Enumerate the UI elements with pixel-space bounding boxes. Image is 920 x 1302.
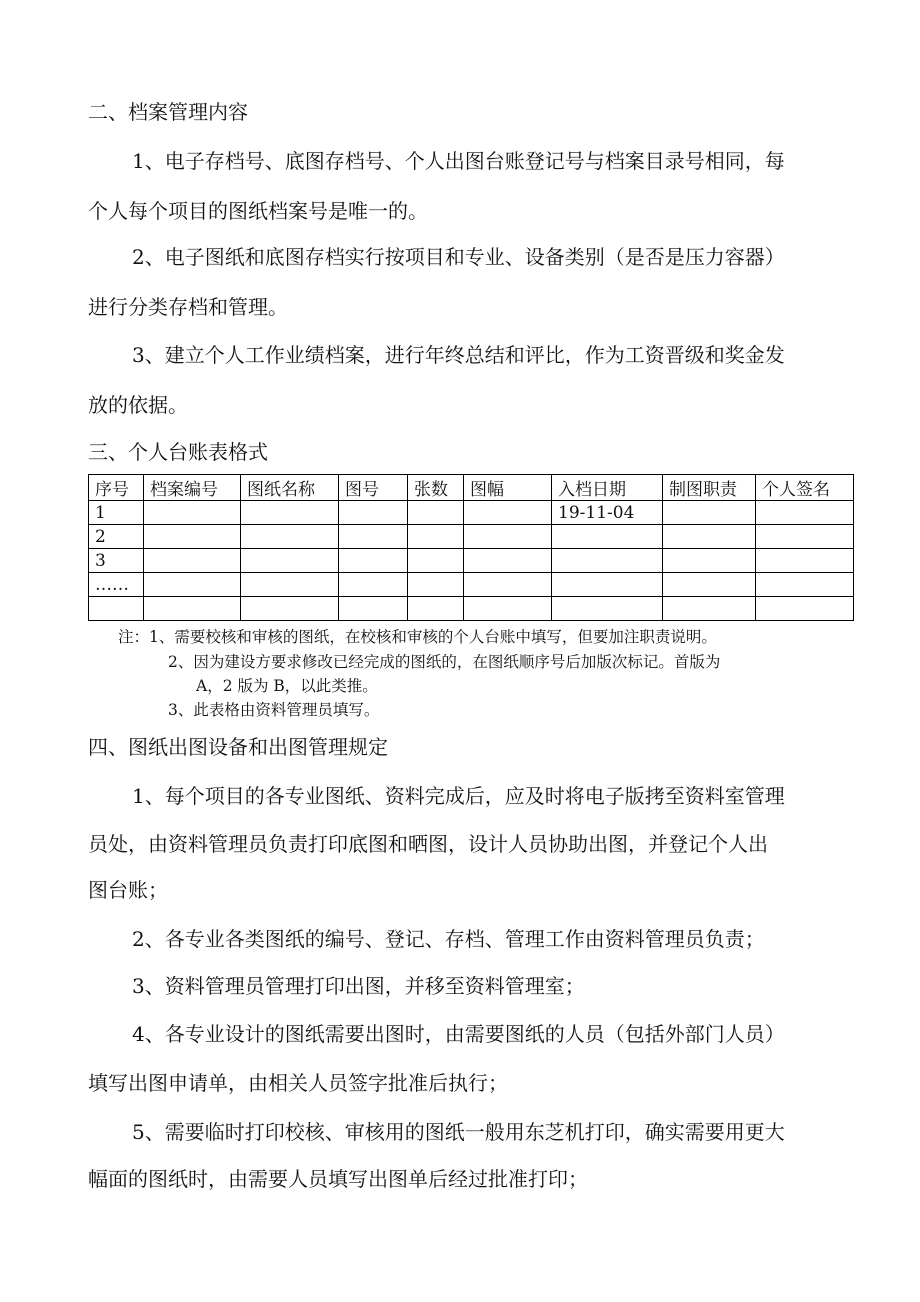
table-cell: 2 [89,525,144,549]
section-2-item-2-line-2: 进行分类存档和管理。 [88,295,288,319]
table-note-3: 3、此表格由资料管理员填写。 [168,701,380,719]
section-4-item-4-line-2: 填写出图申请单，由相关人员签字批准后执行； [88,1071,508,1095]
table-cell: 1 [89,501,144,525]
table-cell [339,597,408,621]
table-note-2-line-1: 2、因为建设方要求修改已经完成的图纸的，在图纸顺序号后加版次标记。首版为 [168,653,721,671]
table-cell [663,597,756,621]
header-cell: 张数 [408,475,464,501]
table-cell [408,573,464,597]
table-row [89,573,854,597]
section-4-item-1-line-1: 1、每个项目的各专业图纸、资料完成后，应及时将电子版拷至资料室管理 [132,784,785,808]
section-4-item-4-line-1: 4、各专业设计的图纸需要出图时，由需要图纸的人员（包括外部门人员） [132,1022,785,1046]
header-cell: 入档日期 [552,475,663,501]
section-4-item-5-line-2: 幅面的图纸时，由需要人员填写出图单后经过批准打印； [88,1167,588,1191]
table-cell [663,549,756,573]
table-cell [552,573,663,597]
table-cell [464,525,552,549]
table-cell [408,549,464,573]
table-cell [756,549,854,573]
header-cell: 档案编号 [144,475,241,501]
table-cell [756,501,854,525]
table-cell [663,573,756,597]
table-cell [552,525,663,549]
table-cell [241,573,339,597]
table-cell: …… [89,573,144,597]
section-2-heading: 二、档案管理内容 [88,100,248,124]
table-cell [663,501,756,525]
table-row [89,501,854,525]
table-cell [144,501,241,525]
table-cell [552,597,663,621]
section-3-heading: 三、个人台账表格式 [88,440,268,464]
table-cell [241,597,339,621]
header-cell: 序号 [89,475,144,501]
table-cell [663,525,756,549]
table-cell [408,501,464,525]
table-cell [756,525,854,549]
table-cell [339,525,408,549]
table-cell [408,525,464,549]
section-4-item-2: 2、各专业各类图纸的编号、登记、存档、管理工作由资料管理员负责； [132,927,765,951]
header-cell: 图幅 [464,475,552,501]
table-row [89,597,854,621]
section-4-item-1-line-3: 图台账； [88,878,168,902]
ledger-table [88,474,854,621]
table-row [89,549,854,573]
table-cell [408,597,464,621]
table-cell [464,597,552,621]
table-cell [241,549,339,573]
table-cell: 19-11-04 [552,501,663,525]
header-cell: 制图职责 [663,475,756,501]
table-cell [464,549,552,573]
table-cell [464,501,552,525]
table-cell [464,573,552,597]
table-cell [756,597,854,621]
ledger-header-row [89,475,854,501]
table-cell [339,501,408,525]
section-4-item-3: 3、资料管理员管理打印出图，并移至资料管理室； [132,974,585,998]
table-cell [552,549,663,573]
section-4-heading: 四、图纸出图设备和出图管理规定 [88,735,388,759]
section-2-item-3-line-1: 3、建立个人工作业绩档案，进行年终总结和评比，作为工资晋级和奖金发 [132,343,785,367]
header-cell: 图纸名称 [241,475,339,501]
table-cell [144,597,241,621]
section-2-item-2-line-1: 2、电子图纸和底图存档实行按项目和专业、设备类别（是否是压力容器） [132,245,785,269]
table-row [89,525,854,549]
section-2-item-1-line-2: 个人每个项目的图纸档案号是唯一的。 [88,199,428,223]
section-4-item-5-line-1: 5、需要临时打印校核、审核用的图纸一般用东芝机打印，确实需要用更大 [132,1120,785,1144]
section-4-item-1-line-2: 员处，由资料管理员负责打印底图和晒图，设计人员协助出图，并登记个人出 [88,832,768,856]
header-cell: 个人签名 [756,475,854,501]
table-cell [144,525,241,549]
table-cell [241,501,339,525]
table-cell [89,597,144,621]
table-note-2-line-2: A，2 版为 B，以此类推。 [196,677,378,695]
table-note-1: 注：1、需要校核和审核的图纸，在校核和审核的个人台账中填写，但要加注职责说明。 [118,628,717,646]
table-cell [144,549,241,573]
header-cell: 图号 [339,475,408,501]
table-cell: 3 [89,549,144,573]
section-2-item-3-line-2: 放的依据。 [88,393,188,417]
table-cell [144,573,241,597]
table-cell [756,573,854,597]
table-cell [339,549,408,573]
section-2-item-1-line-1: 1、电子存档号、底图存档号、个人出图台账登记号与档案目录号相同，每 [132,149,785,173]
table-cell [241,525,339,549]
table-cell [339,573,408,597]
